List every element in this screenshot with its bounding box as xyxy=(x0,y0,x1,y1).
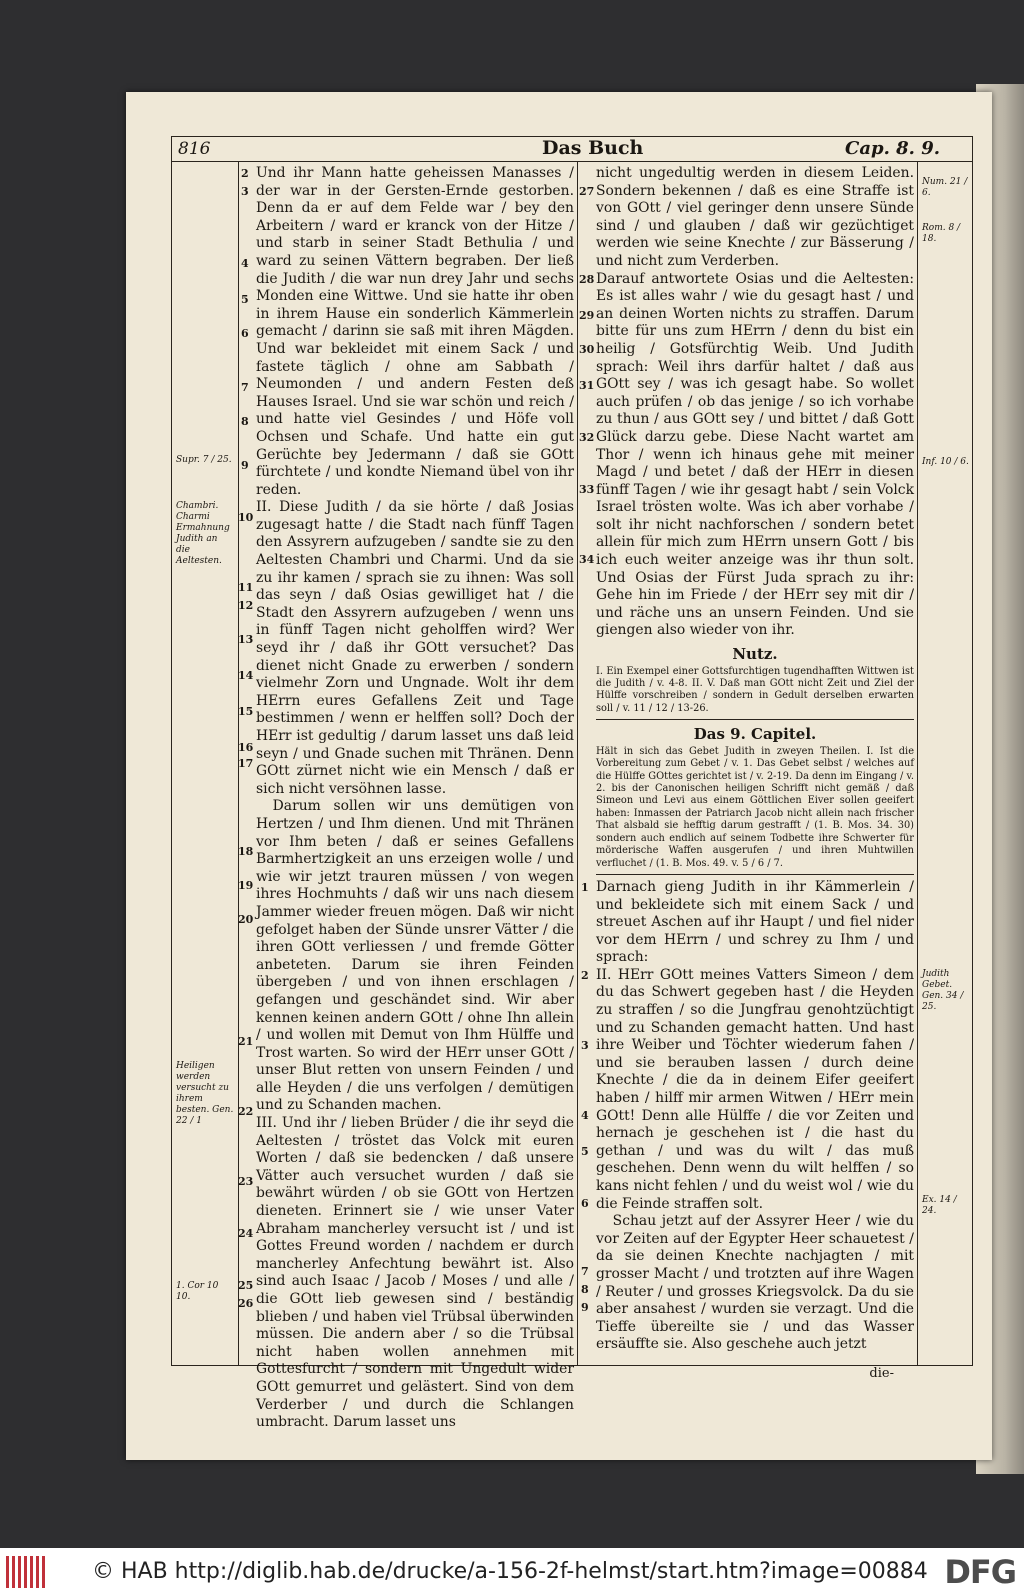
verse-number: 29 xyxy=(579,309,595,322)
text-frame xyxy=(171,136,973,1431)
viewer-footer xyxy=(0,1548,1024,1596)
verse-number: 30 xyxy=(579,343,595,356)
verse-number: 2 xyxy=(241,167,249,180)
hab-logo-icon xyxy=(6,1556,46,1588)
margin-note-right: Ex. 14 / 24. xyxy=(922,1195,957,1216)
chapter-summary: Hält in sich das Gebet Judith in zweyen Theilen. I. Ist die Vorbereitung zum Gebet / v. 1. Das Gebet selbst / welches auf die Hülffe GOttes gerichtet ist / v. 2-19. Da denn im Eingang / v. 2. bis der Canonischen heiligen Schrifft nicht gemäß / daß Simeon und Levi aus einem Göttlichen Eiver sollen geeifert haben: Inmassen der Patriarch Jacob nicht allein nach frischer That alsbald sie hefftig darum gestrafft / (1. B. Mos. 34. 30) sondern auch endlich auf seinem Todbette ihre Schwerter für mörderische Waffen ausgerufen / und ihren Muhtwillen verfluchet / (1. B. Mos. 49. v. 5 / 6 / 7. xyxy=(596,745,914,869)
verse-number: 1 xyxy=(581,881,589,894)
chapter-label: Cap. 8. 9. xyxy=(845,138,940,159)
verse-number: 31 xyxy=(579,379,595,392)
verse-number: 7 xyxy=(581,1265,589,1278)
verse-number: 20 xyxy=(238,913,254,926)
verse-number: 12 xyxy=(238,599,254,612)
verse-number: 16 xyxy=(238,741,254,754)
verse-number: 3 xyxy=(581,1039,589,1052)
verse-number: 5 xyxy=(241,293,249,306)
paragraph: III. Und ihr / lieben Brüder / die ihr seyd die Aeltesten / tröstet das Volck mit euren Worten / daß sie bedencken / daß unsere Vätter auch versuchet wurden / daß sie bewährt würden / ob sie GOtt von Hertzen dieneten. Erinnert sie / wie unser Vater Abraham mancherley versucht ist / und ist Gottes Freund worden / nachdem er durch mancherley Anfechtung bewährt ist. Also sind auch Isaac / Jacob / Moses / und alle / die GOtt lieb gewesen sind / beständig blieben / und haben viel Trübsal überwinden müssen. Die andern aber / so die Trübsal nicht haben wollen annehmen mit Gottesfurcht / sondern mit Ungedult wider GOtt gemurret und gelästert. Sind von dem Verderber / und durch die Schlangen umbracht. Darum lasset uns xyxy=(256,1115,574,1431)
verse-number: 15 xyxy=(238,705,254,718)
verse-number: 17 xyxy=(238,757,254,770)
verse-number: 27 xyxy=(579,185,595,198)
paragraph: II. HErr GOtt meines Vatters Simeon / dem du das Schwert gegeben hast / die Heyden zu straffen / so die Jungfrau genohtzüchtigt und zu Schanden gemacht hatten. Und hast ihre Weiber und Töchter wiederum fahen / und sie berauben lassen / durch deine Knechte / die da in deinem Eifer geeifert haben / hilff mir armen Witwen / HErr mein GOtt! Denn alle Hülffe / die vor Zeiten und hernach je geschehen ist / die hast du gethan / und was du wilt / das muß geschehen. Denn wenn du wilt helffen / so kans nicht fehlen / und du weist wol / wie du die Feinde straffen solt. xyxy=(596,966,914,1212)
verse-number: 3 xyxy=(241,185,249,198)
verse-number: 23 xyxy=(238,1175,254,1188)
verse-number: 21 xyxy=(238,1035,254,1048)
verse-number: 5 xyxy=(581,1145,589,1158)
verse-number: 33 xyxy=(579,483,595,496)
margin-note-right: Judith Gebet. Gen. 34 / 25. xyxy=(922,969,964,1012)
section-rule xyxy=(596,719,914,720)
verse-number: 18 xyxy=(238,845,254,858)
verse-number: 9 xyxy=(241,459,249,472)
source-url[interactable]: © HAB http://diglib.hab.de/drucke/a-156-2f-helmst/start.htm?image=00884 xyxy=(92,1559,928,1584)
paragraph: II. Diese Judith / da sie hörte / daß Josias zugesagt hatte / die Stadt nach fünff Tagen den Assyrern aufzugeben / sandte sie zu den Aeltesten Chambri und Charmi. Und da sie zu ihr kamen / sprach sie zu ihnen: Was soll das seyn / daß Osias gewilliget hat / die Stadt den Assyrern aufzugeben / wenn uns in fünff Tagen nicht geholffen wird? Wer seyd ihr / daß ihr GOtt versuchet? Das dienet nicht Gnade zu erwerben / sondern vielmehr Zorn und Ungnade. Wolt ihr dem HErrn eures Gefallens Zeit und Tage bestimmen / wenn er helffen soll? Doch der HErr ist gedultig / darum lasset uns daß leid seyn / und Gnade suchen mit Thränen. Denn GOtt zürnet nicht wie ein Mensch / daß er sich nicht versöhnen lasse. xyxy=(256,499,574,797)
verse-number: 11 xyxy=(238,581,254,594)
verse-number: 6 xyxy=(241,327,249,340)
verse-number: 4 xyxy=(241,257,249,270)
margin-note-left: Chambri. Charmi Ermahnung Judith an die Aeltesten. xyxy=(176,501,230,566)
verse-number: 4 xyxy=(581,1109,589,1122)
margin-note-left: 1. Cor 10 10. xyxy=(176,1281,219,1302)
dfg-logo: DFG xyxy=(944,1553,1016,1591)
verse-number: 8 xyxy=(241,415,249,428)
paragraph: Schau jetzt auf der Assyrer Heer / wie du vor Zeiten auf der Egypter Heer schauetest / da sie deinen Knechte nachjagten / mit grosser Macht / und trotzten auf ihre Wagen / Reuter / und grosses Kriegsvolck. Da du sie aber ansahest / wurden sie verzagt. Und die Tieffe übereilte sie / und das Wasser ersäuffte sie. Also geschehe auch jetzt xyxy=(596,1213,914,1353)
margin-note-right: Num. 21 / 6. xyxy=(922,177,968,198)
rule-column-divider xyxy=(577,161,578,1365)
verse-number: 7 xyxy=(241,381,249,394)
verse-number: 28 xyxy=(579,273,595,286)
section-rule xyxy=(596,874,914,875)
margin-note-left: Supr. 7 / 25. xyxy=(176,455,232,465)
verse-number: 34 xyxy=(579,553,595,566)
text-column-left xyxy=(256,165,574,1432)
catchword: die- xyxy=(869,1366,894,1381)
nutz-heading: Nutz. xyxy=(732,645,778,664)
book-page xyxy=(126,92,992,1460)
paragraph: Darnach gieng Judith in ihr Kämmerlein / und bekleidete sich mit einem Sack / und streuet Aschen auf ihr Haupt / und fiel nider vor dem HErrn / und schrey zu Ihm / und sprach: xyxy=(596,878,914,966)
verse-number: 10 xyxy=(238,511,254,524)
paragraph: Darum sollen wir uns demütigen von Hertzen / und Ihm dienen. Und mit Thränen vor Ihm beten / daß er seines Gefallens Barmhertzigkeit an uns erzeigen wolle / und wie wir jetzt trauren müssen / von wegen ihres Hochmuhts / daß wir uns nach diesem Jammer wieder freuen mögen. Daß wir nicht gefolget haben der Sünde unsrer Vätter / die ihren GOtt verliessen / und fremde Götter anbeteten. Darum sie ihren Feinden übergeben / und von ihnen erschlagen / gefangen und geschändet sind. Wir aber kennen keinen andern GOtt / ohne Ihn allein / und wollen mit Demut von Ihm Hülffe und Trost warten. So wird der HErr unser GOtt / unser Blut retten von unsern Feinden / und alle Heyden / die uns verfolgen / demütigen und zu Schanden machen. xyxy=(256,798,574,1114)
page-number: 816 xyxy=(178,139,211,159)
rule-margin-right xyxy=(917,161,918,1365)
chapter-heading: Das 9. Capitel. xyxy=(693,725,817,744)
running-header xyxy=(172,137,972,162)
verse-number: 24 xyxy=(238,1227,254,1240)
verse-number: 8 xyxy=(581,1283,589,1296)
verse-number: 2 xyxy=(581,969,589,982)
verse-number: 9 xyxy=(581,1301,589,1314)
verse-number: 22 xyxy=(238,1105,254,1118)
verse-number: 25 xyxy=(238,1279,254,1292)
paragraph: nicht ungedultig werden in diesem Leiden. Sondern bekennen / daß es eine Straffe ist von GOtt / viel geringer denn unsere Sünde sind / und glauben / daß wir gezüchtiget werden wie seine Knechte / zur Bässerung / und nicht zum Verderben. xyxy=(596,165,914,269)
verse-number: 32 xyxy=(579,431,595,444)
verse-number: 14 xyxy=(238,669,254,682)
verse-number: 13 xyxy=(238,633,254,646)
margin-note-right: Rom. 8 / 18. xyxy=(922,223,961,244)
verse-number: 19 xyxy=(238,879,254,892)
paragraph: Und ihr Mann hatte geheissen Manasses / der war in der Gersten-Ernde gestorben. Denn da er auf dem Felde war / bey den Arbeitern / ward er kranck von der Hitze / und starb in seiner Stadt Bethulia / und ward zu seinen Vättern begraben. Der ließ die Judith / die war nun drey Jahr und sechs Monden eine Wittwe. Und sie hatte ihr oben in ihrem Hause ein sonderlich Kämmerlein gemacht / darinn sie saß mit ihren Mägden. Und war bekleidet mit einem Sack / und fastete täglich / ohne am Sabbath / Neumonden / und andern Festen deß Hauses Israel. Und sie war schön und reich / und hatte viel Gesindes / und Höfe voll Ochsen und Schafe. Und hatte ein gut Gerüchte bey Jedermann / daß sie GOtt fürchtete / und kondte Niemand übel von ihr reden. xyxy=(256,165,574,498)
text-column-right xyxy=(596,165,914,1354)
margin-note-right: Inf. 10 / 6. xyxy=(922,457,969,467)
margin-note-left: Heiligen werden versucht zu ihrem besten. Gen. 22 / 1 xyxy=(176,1061,234,1126)
running-title: Das Buch xyxy=(542,137,644,159)
nutz-text: I. Ein Exempel einer Gottsfurchtigen tugendhafften Wittwen ist die Judith / v. 4-8. II. V. Daß man GOtt nicht Zeit und Ziel der Hülffe vorschreiben / sondern in Gedult derselben erwarten soll / v. 11 / 12 / 13-26. xyxy=(596,665,914,714)
paragraph: Darauf antwortete Osias und die Aeltesten: Es ist alles wahr / wie du gesagt hast / und an deinen Worten nichts zu straffen. Darum bitte für uns zum HErrn / denn du bist ein heilig / Gotsfürchtig Weib. Und Judith sprach: Weil ihrs darfür haltet / daß aus GOtt sey / was ich gesagt habe. So wollet auch prüfen / ob das jenige / so ich vorhabe zu thun / aus GOtt sey / und bittet / daß Gott Glück darzu gebe. Diese Nacht wartet am Thor / wenn ich hinaus gehe mit meiner Magd / und betet / daß der HErr in diesen fünff Tagen / wie ihr gesagt habt / sein Volck Israel trösten wolte. Was ich aber vorhabe / solt ihr nicht nachforschen / sondern betet allein für mich zum HErrn unsern Gott / bis ich euch weiter anzeige was ihr thun solt. Und Osias der Fürst Juda sprach zu ihr: Gehe hin im Friede / der HErr sey mit dir / und räche uns an unsern Feinden. Und sie giengen also wieder von ihr. xyxy=(596,270,914,639)
verse-number: 6 xyxy=(581,1197,589,1210)
verse-number: 26 xyxy=(238,1297,254,1310)
